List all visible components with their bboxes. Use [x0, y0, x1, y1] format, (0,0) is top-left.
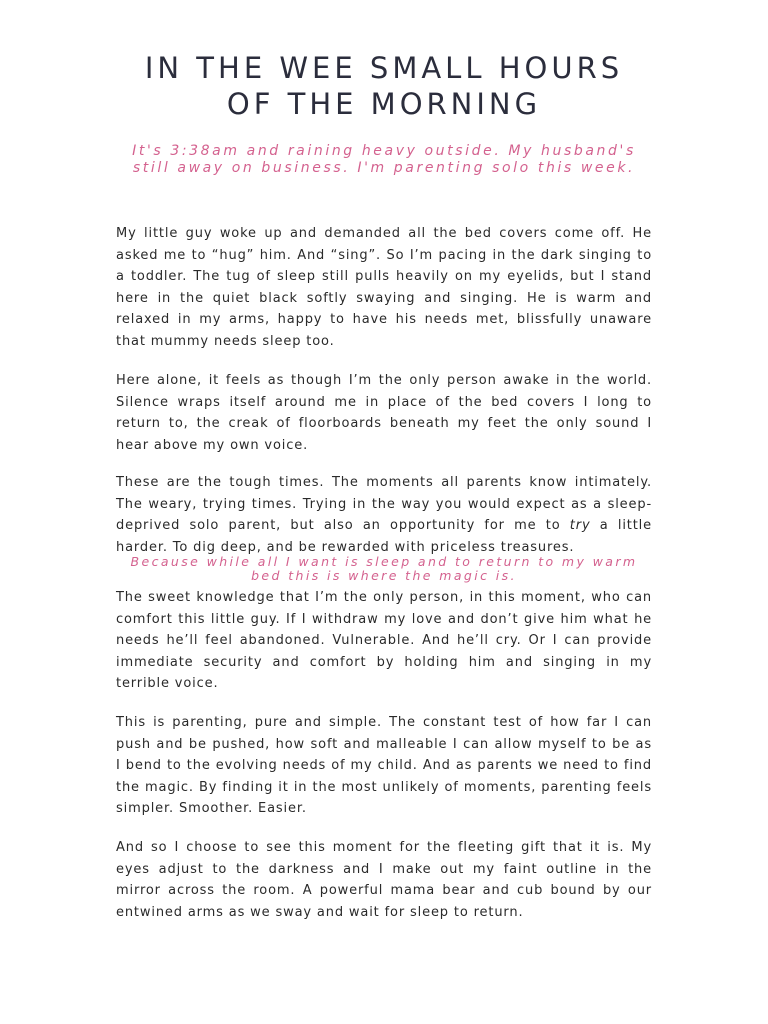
body-paragraph-6: And so I choose to see this moment for the fleeting gift that it is. My eyes adjust to the darkness and I make out my faint outline in the mirror across the room. A powerful mama bear and cub bound by our entwined arms as we sway and wait for sleep to return.	[116, 840, 652, 920]
paragraph-3-emphasis: try	[569, 518, 591, 533]
body-paragraph-1: My little guy woke up and demanded all the bed covers come off. He asked me to “hug” him. And “sing”. So I’m pacing in the dark singing to a toddler. The tug of sleep still pulls heavily on my eyelids, but I stand here in the quiet black softly swaying and singing. He is warm and relaxed in my arms, happy to have his needs met, blissfully unaware that mummy needs sleep too.	[116, 226, 652, 349]
body-paragraph-4: The sweet knowledge that I’m the only person, in this moment, who can comfort this little guy. If I withdraw my love and don’t give him what he needs he’ll feel abandoned. Vulnerable. And he’ll cry. Or I can provide immediate security and comfort by holding him and singing in my terrible voice.	[116, 590, 652, 691]
title-line-1: IN THE WEE SMALL HOURS	[144, 51, 624, 85]
pull-quote: Because while all I want is sleep and to return to my warm bed this is where the magic is.	[130, 554, 638, 583]
paragraph-3-text-end: a little harder. To dig deep, and be rewarded with priceless treasures.	[116, 518, 652, 555]
body-paragraph-2: Here alone, it feels as though I’m the only person awake in the world. Silence wraps itself around me in place of the bed covers I long to return to, the creak of floorboards beneath my feet the only sound I hear above my own voice.	[116, 373, 652, 453]
body-paragraph-3	[116, 472, 652, 558]
article-subtitle: It's 3:38am and raining heavy outside. My husband's still away on business. I'm parenting solo this week.	[132, 143, 636, 176]
body-paragraph-5: This is parenting, pure and simple. The constant test of how far I can push and be pushed, how soft and malleable I can allow myself to be as I bend to the evolving needs of my child. And as parents we need to find the magic. By finding it in the most unlikely of moments, parenting feels simpler. Smoother. Easier.	[116, 715, 652, 816]
article-title	[80, 50, 688, 122]
paragraph-3-text-start: These are the tough times. The moments all parents know intimately. The weary, trying times. Trying in the way you would expect as a sleep-deprived solo parent, but also an opportunity for me to	[116, 475, 652, 533]
title-line-2: OF THE MORNING	[226, 87, 542, 121]
